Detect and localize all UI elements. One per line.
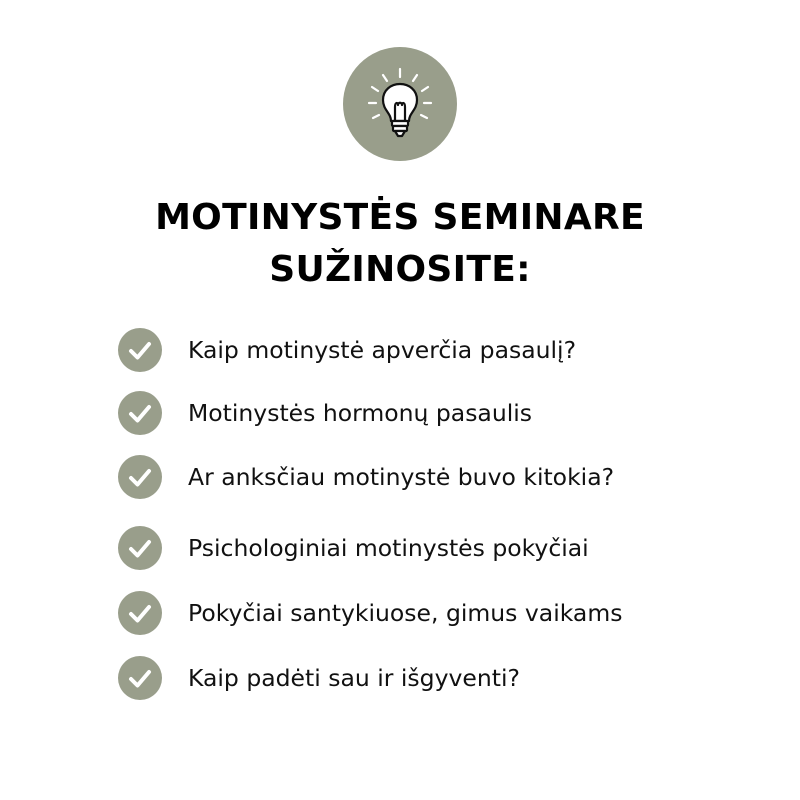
list-item-label: Motinystės hormonų pasaulis (188, 399, 533, 427)
checkmark-icon (118, 455, 162, 499)
list-item (118, 525, 589, 571)
list-item (118, 390, 532, 436)
list-item-label: Pokyčiai santykiuose, gimus vaikams (188, 599, 623, 627)
title-line-2: SUŽINOSITE: (269, 249, 531, 290)
list-item-label: Psichologiniai motinystės pokyčiai (188, 534, 589, 562)
checkmark-icon (118, 526, 162, 570)
checkmark-icon (118, 328, 162, 372)
list-item (118, 590, 622, 636)
list-item-label: Kaip padėti sau ir išgyventi? (188, 664, 520, 692)
list-item-label: Kaip motinystė apverčia pasaulį? (188, 336, 577, 364)
title-line-1: MOTINYSTĖS SEMINARE (155, 197, 645, 238)
list-item-label: Ar anksčiau motinystė buvo kitokia? (188, 463, 615, 491)
list-item (118, 454, 614, 500)
checkmark-icon (118, 656, 162, 700)
checkmark-icon (118, 591, 162, 635)
checkmark-icon (118, 391, 162, 435)
list-item (118, 327, 576, 373)
list-item (118, 655, 520, 701)
